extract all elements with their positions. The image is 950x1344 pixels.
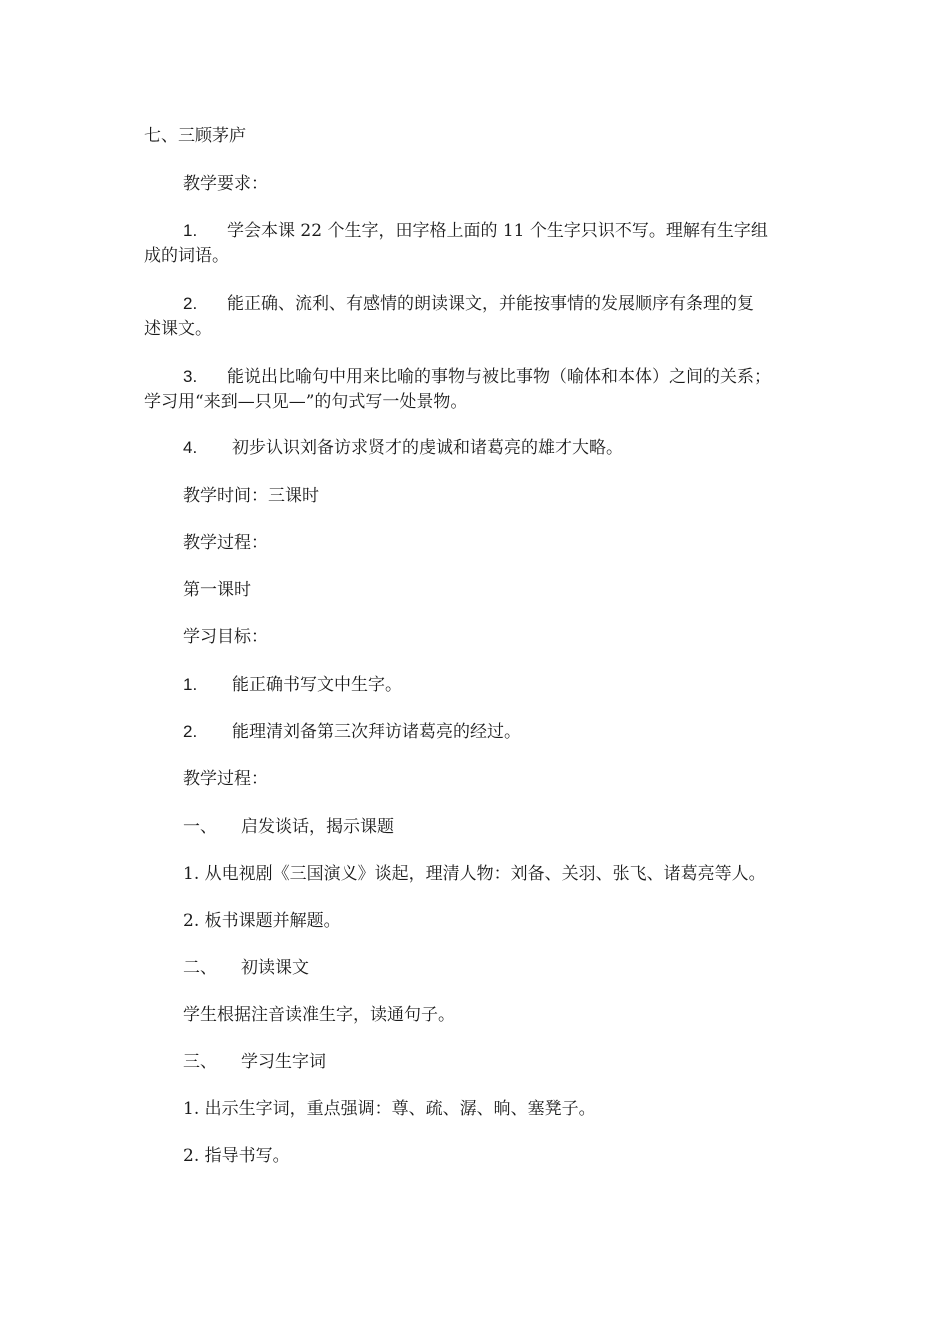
objective-text: 能理清刘备第三次拜访诸葛亮的经过。 (232, 722, 521, 742)
section-3-item-2: 2. 指导书写。 (183, 1146, 290, 1166)
requirement-text: 学会本课 22 个生字，田字格上面的 11 个生字只识不写。理解有生字组 (227, 221, 768, 241)
requirement-text: 能说出比喻句中用来比喻的事物与被比事物（喻体和本体）之间的关系； (227, 367, 771, 387)
requirement-item-4 (183, 436, 623, 460)
requirement-item-3 (183, 365, 771, 389)
section-title: 启发谈话，揭示课题 (241, 817, 394, 837)
requirement-item-1-continued: 成的词语。 (144, 246, 229, 266)
process-heading: 教学过程： (183, 533, 268, 553)
requirement-text: 能正确、流利、有感情的朗读课文，并能按事情的发展顺序有条理的复 (227, 294, 754, 314)
requirement-item-3-continued: 学习用“来到—只见—”的句式写一处景物。 (144, 392, 468, 412)
section-2-text: 学生根据注音读准生字，读通句子。 (183, 1005, 455, 1025)
section-heading-1 (183, 815, 394, 839)
requirement-number: 1. (183, 221, 198, 240)
requirement-item-2-continued: 述课文。 (144, 319, 212, 339)
requirements-heading: 教学要求： (183, 174, 268, 194)
objective-text: 能正确书写文中生字。 (232, 675, 402, 695)
objectives-heading: 学习目标： (183, 627, 268, 647)
document-title: 七、三顾茅庐 (144, 126, 246, 146)
requirement-number: 4. (183, 438, 198, 457)
section-heading-3 (183, 1050, 326, 1074)
requirement-item-2 (183, 292, 754, 316)
requirement-item-1 (183, 219, 768, 243)
lesson-one-heading: 第一课时 (183, 580, 251, 600)
section-number: 二、 (183, 958, 217, 978)
requirement-text: 初步认识刘备访求贤才的虔诚和诸葛亮的雄才大略。 (232, 438, 623, 458)
section-heading-2 (183, 956, 309, 980)
section-title: 初读课文 (241, 958, 309, 978)
section-title: 学习生字词 (241, 1052, 326, 1072)
section-3-item-1: 1. 出示生字词，重点强调：尊、疏、潺、晌、塞凳子。 (183, 1099, 596, 1119)
requirement-number: 3. (183, 367, 198, 386)
objective-number: 2. (183, 722, 198, 741)
section-1-item-1: 1. 从电视剧《三国演义》谈起，理清人物：刘备、关羽、张飞、诸葛亮等人。 (183, 864, 766, 884)
objective-number: 1. (183, 675, 198, 694)
section-1-item-2: 2. 板书课题并解题。 (183, 911, 341, 931)
section-number: 三、 (183, 1052, 217, 1072)
objective-item-2 (183, 720, 521, 744)
objective-item-1 (183, 673, 402, 697)
teaching-time: 教学时间：三课时 (183, 486, 319, 506)
process-heading-2: 教学过程： (183, 769, 268, 789)
requirement-number: 2. (183, 294, 198, 313)
section-number: 一、 (183, 817, 217, 837)
